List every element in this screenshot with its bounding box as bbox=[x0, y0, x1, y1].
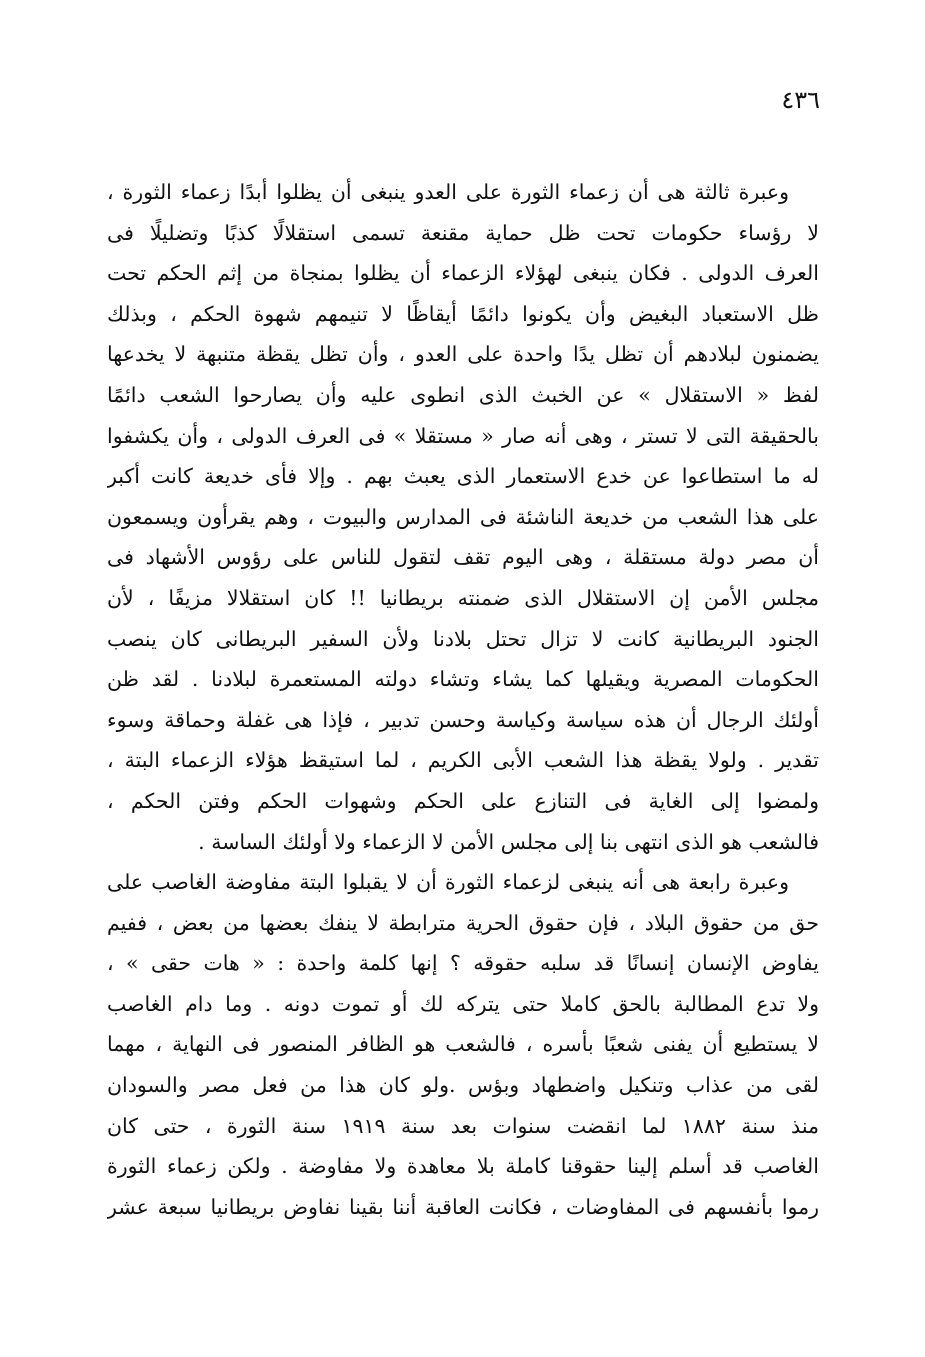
text-line: منذ سنة ١٨٨٢ لما انقضت سنوات بعد سنة ١٩١٩ سنة الثورة ، حتى كان bbox=[107, 1113, 819, 1138]
text-line: الغاصب قد أسلم إلينا حقوقنا كاملة بلا معاهدة ولا مفاوضة . ولكن زعماء الثورة bbox=[107, 1154, 819, 1179]
text-line: ظل الاستعباد البغيض وأن يكونوا دائمًا أيقاظًا لا تنيمهم شهوة الحكم ، وبذلك bbox=[107, 301, 819, 326]
text-line: لقى من عذاب وتنكيل واضطهاد وبؤس .ولو كان هذا من فعل مصر والسودان bbox=[107, 1073, 819, 1098]
text-line: له ما استطاعوا عن خدع الاستعمار الذى يعبث بهم . وإلا فأى خديعة كانت أكبر bbox=[107, 464, 819, 489]
page-number: ٤٣٦ bbox=[781, 86, 820, 114]
text-line: ولا تدع المطالبة بالحق كاملا حتى يتركه لك أو تموت دونه . وما دام الغاصب bbox=[107, 991, 819, 1016]
text-line: حق من حقوق البلاد ، فإن حقوق الحرية مترابطة لا ينفك بعضها من بعض ، ففيم bbox=[107, 910, 819, 935]
text-line: على هذا الشعب من خديعة الناشئة فى المدارس والبيوت ، وهم يقرأون ويسمعون bbox=[107, 504, 819, 529]
text-line: مجلس الأمن إن الاستقلال الذى ضمنته بريطانيا !! كان استقلالا مزيفًا ، لأن bbox=[107, 585, 819, 610]
text-line: فالشعب هو الذى انتهى بنا إلى مجلس الأمن لا الزعماء ولا أولئك الساسة . bbox=[198, 829, 819, 854]
text-line: تقدير . ولولا يقظة هذا الشعب الأبى الكريم ، لما استيقظ هؤلاء الزعماء البتة ، bbox=[107, 748, 819, 773]
paragraph bbox=[107, 172, 819, 862]
paragraph bbox=[107, 862, 819, 1227]
text-line: لا يستطيع أن يفنى شعبًا بأسره ، فالشعب هو الظافر المنصور فى النهاية ، مهما bbox=[107, 1032, 819, 1057]
text-line: ولمضوا إلى الغاية فى التنازع على الحكم وشهوات الحكم وفتن الحكم ، bbox=[107, 788, 819, 813]
body-text bbox=[107, 172, 819, 1227]
text-line: بالحقيقة التى لا تستر ، وهى أنه صار « مستقلا » فى العرف الدولى ، وأن يكشفوا bbox=[107, 423, 819, 448]
text-line: الجنود البريطانية كانت لا تزال تحتل بلادنا ولأن السفير البريطانى كان ينصب bbox=[107, 626, 819, 651]
text-line: أولئك الرجال أن هذه سياسة وكياسة وحسن تدبير ، فإذا هى غفلة وحماقة وسوء bbox=[107, 707, 819, 732]
text-line: يفاوض الإنسان إنسانًا قد سلبه حقوقه ؟ إنها كلمة واحدة : « هات حقى » ، bbox=[107, 951, 819, 976]
text-line: رموا بأنفسهم فى المفاوضات ، فكانت العاقبة أننا بقينا نفاوض بريطانيا سبعة عشر bbox=[107, 1194, 819, 1219]
text-line: الحكومات المصرية ويقيلها كما يشاء وتشاء دولته المستعمرة لبلادنا . لقد ظن bbox=[107, 667, 819, 692]
text-line: وعبرة ثالثة هى أن زعماء الثورة على العدو ينبغى أن يظلوا أبدًا زعماء الثورة ، bbox=[107, 180, 789, 204]
text-line: لا رؤساء حكومات تحت ظل حماية مقنعة تسمى استقلالًا كذبًا وتضليلًا فى bbox=[107, 220, 819, 245]
text-line: العرف الدولى . فكان ينبغى لهؤلاء الزعماء أن يظلوا بمنجاة من إثم الحكم تحت bbox=[107, 261, 819, 286]
text-line: لفظ « الاستقلال » عن الخبث الذى انطوى عليه وأن يصارحوا الشعب دائمًا bbox=[107, 382, 819, 407]
text-line: وعبرة رابعة هى أنه ينبغى لزعماء الثورة أن لا يقبلوا البتة مفاوضة الغاصب على bbox=[107, 870, 789, 895]
text-line: أن مصر دولة مستقلة ، وهى اليوم تقف لتقول للناس على رؤوس الأشهاد فى bbox=[107, 545, 819, 570]
text-line: يضمنون لبلادهم أن تظل يدًا واحدة على العدو ، وأن تظل يقظة متنبهة لا يخدعها bbox=[107, 342, 819, 367]
